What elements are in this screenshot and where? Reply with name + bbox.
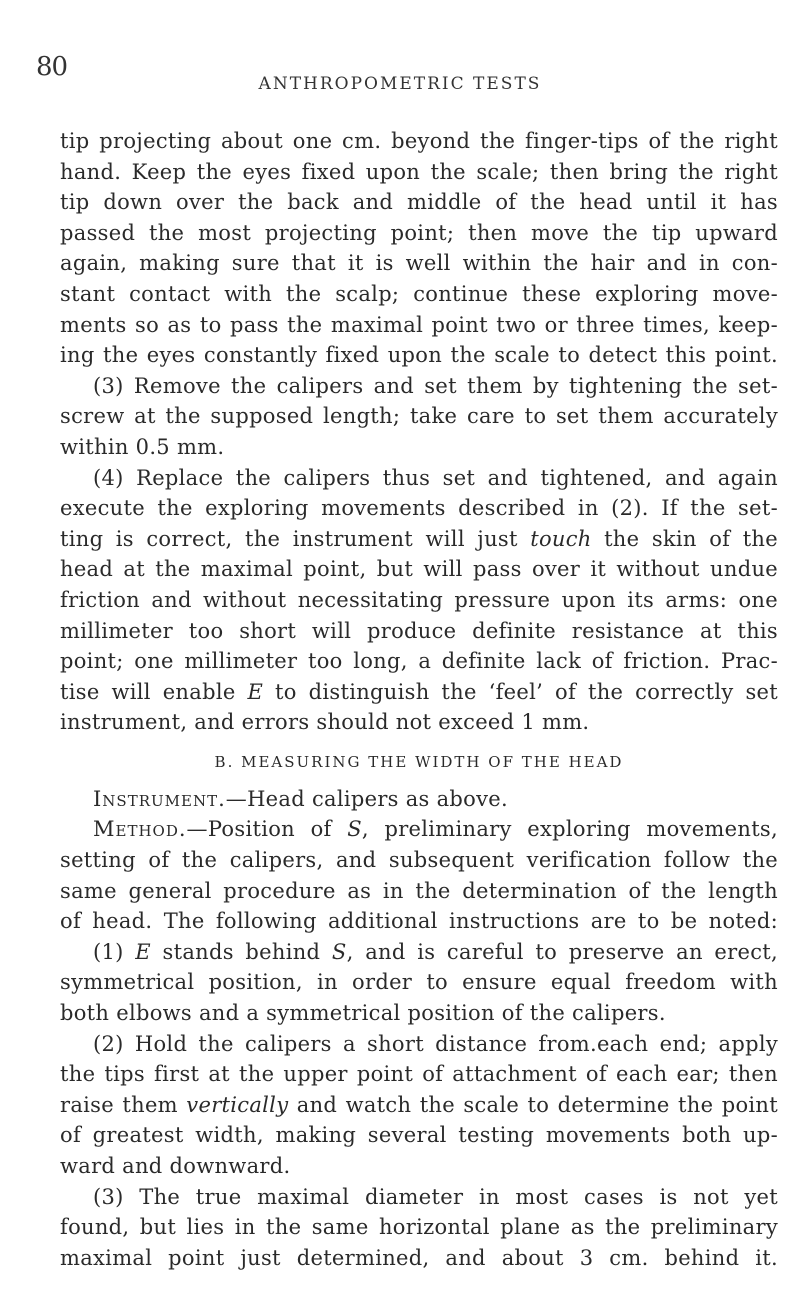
text-line: (2) Hold the calipers a short distance from.each end; apply [93, 1031, 778, 1056]
method-label: Method. [93, 817, 187, 842]
text-line: maximal point just determined, and about 3 cm. behind it. [60, 1245, 778, 1270]
text-line: friction and without necessitating pressure upon its arms: one [60, 587, 778, 612]
instrument-label: Instrument. [93, 786, 226, 811]
text-line: instrument, and errors should not exceed 1 mm. [60, 710, 590, 735]
text-line: symmetrical position, in order to ensure equal freedom with [60, 970, 778, 995]
text-line: passed the most projecting point; then move the tip upward [60, 220, 778, 245]
text-line: (3) The true maximal diameter in most cases is not yet [93, 1184, 778, 1209]
text-line: again, making sure that it is well within the hair and in con- [60, 251, 778, 276]
text-line: (3) Remove the calipers and set them by tightening the set- [93, 373, 778, 398]
text-line: millimeter too short will produce definite resistance at this [60, 618, 778, 643]
text-line: ward and downward. [60, 1154, 291, 1178]
text-line: Method.—Position of S, preliminary exploring movements, [93, 817, 778, 842]
text-line: hand. Keep the eyes fixed upon the scale; then bring the right [60, 159, 778, 184]
text-line: setting of the calipers, and subsequent verification follow the [60, 848, 778, 873]
instrument-line: Instrument.—Head calipers as above. [93, 786, 508, 811]
body-text [60, 126, 778, 1273]
text-line: execute the exploring movements described in (2). If the set- [60, 496, 778, 521]
text-line: ments so as to pass the maximal point two or three times, keep- [60, 312, 778, 337]
text-line: ting is correct, the instrument will just touch the skin of the [60, 526, 778, 551]
text-line: tip down over the back and middle of the head until it has [60, 190, 778, 215]
text-line: the tips first at the upper point of attachment of each ear; then [60, 1062, 778, 1087]
text-line: (4) Replace the calipers thus set and tightened, and again [93, 465, 778, 490]
text-line: point; one millimeter too long, a definite lack of friction. Prac- [60, 649, 778, 674]
text-line: head at the maximal point, but will pass over it without undue [60, 557, 778, 582]
section-heading: B. MEASURING THE WIDTH OF THE HEAD [214, 752, 624, 771]
text-line: within 0.5 mm. [60, 434, 225, 459]
text-line: (1) E stands behind S, and is careful to preserve an erect, [93, 939, 778, 964]
text-line: of greatest width, making several testing movements both up- [60, 1123, 778, 1148]
page-number: 80 [36, 52, 68, 82]
text-line: same general procedure as in the determination of the length [60, 878, 778, 903]
text-line: found, but lies in the same horizontal plane as the preliminary [60, 1215, 778, 1240]
text-line: screw at the supposed length; take care to set them accurately [60, 404, 778, 429]
text-line: stant contact with the scalp; continue these exploring move- [60, 281, 778, 306]
running-head: ANTHROPOMETRIC TESTS [258, 74, 542, 94]
text-line: both elbows and a symmetrical position of the calipers. [60, 1001, 666, 1026]
text-line: tise will enable E to distinguish the ‘feel’ of the correctly set [60, 679, 779, 704]
text-line: tip projecting about one cm. beyond the finger-tips of the right [60, 129, 778, 153]
text-line: raise them vertically and watch the scale to determine the point [60, 1092, 779, 1117]
text-line: ing the eyes constantly fixed upon the scale to detect this point. [60, 343, 778, 368]
text-line: of head. The following additional instructions are to be noted: [60, 909, 778, 934]
